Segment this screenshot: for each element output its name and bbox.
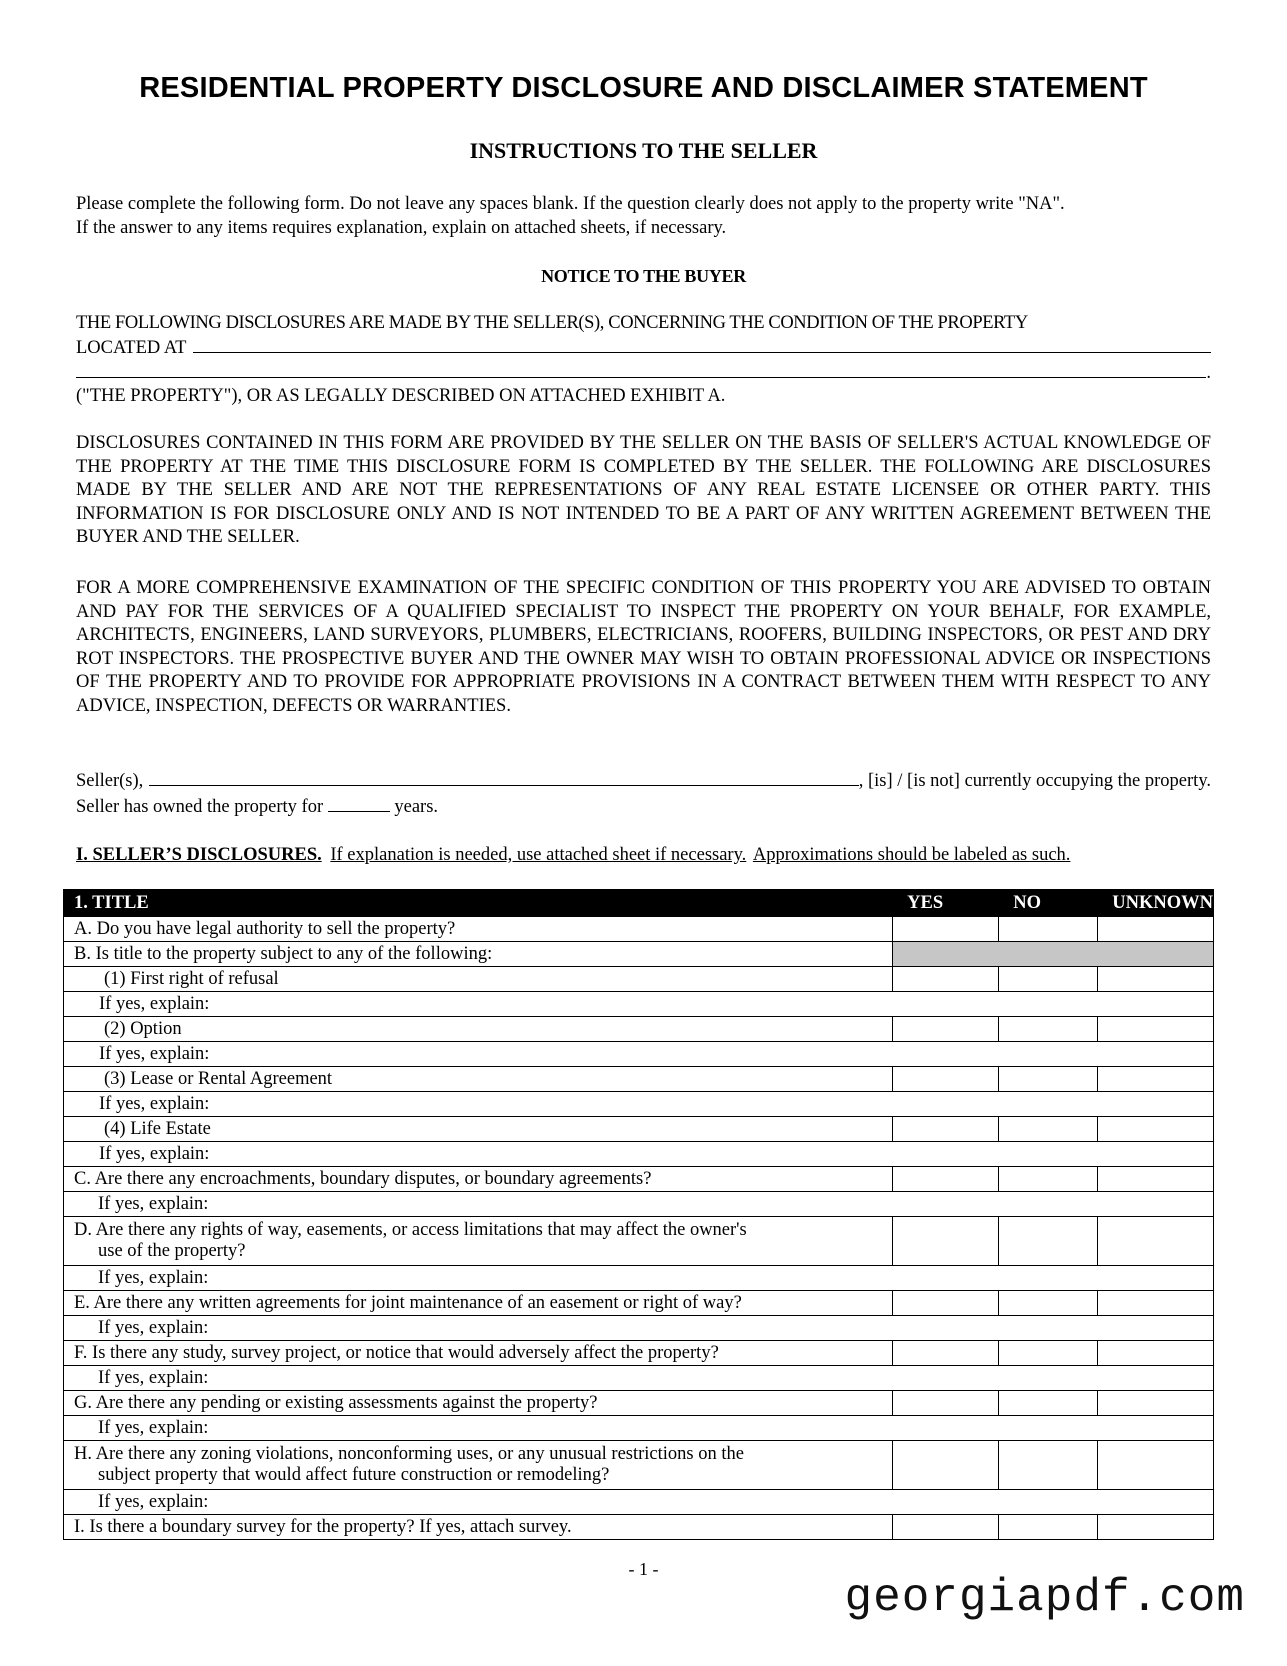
explain-field-g-end[interactable] — [1098, 1416, 1214, 1441]
explain-h: If yes, explain: — [64, 1490, 893, 1515]
explain-b4: If yes, explain: — [64, 1142, 893, 1167]
table-row — [64, 1167, 1214, 1192]
explain-d: If yes, explain: — [64, 1266, 893, 1291]
explain-field-c[interactable] — [893, 1192, 999, 1217]
answer-yes-b2[interactable] — [893, 1017, 999, 1042]
question-d-line-2: use of the property? — [98, 1241, 246, 1261]
answer-yes-b1[interactable] — [893, 967, 999, 992]
question-c: C. Are there any encroachments, boundary disputes, or boundary agreements? — [64, 1167, 893, 1192]
table-row — [64, 1266, 1214, 1291]
explain-field-b4-cont[interactable] — [999, 1142, 1098, 1167]
notice-line-1: THE FOLLOWING DISCLOSURES ARE MADE BY THE SELLER(S), CONCERNING THE CONDITION OF THE PROPERTY — [76, 313, 1028, 333]
question-a: A. Do you have legal authority to sell the property? — [64, 917, 893, 942]
explain-field-d-cont[interactable] — [999, 1266, 1098, 1291]
answer-yes-f[interactable] — [893, 1341, 999, 1366]
answer-no-h[interactable] — [999, 1441, 1098, 1490]
explain-field-d[interactable] — [893, 1266, 999, 1291]
page-number: - 1 - — [628, 1559, 659, 1579]
table-row — [64, 1366, 1214, 1391]
question-h-line-1: H. Are there any zoning violations, nonconforming uses, or any unusual restrictions on the — [74, 1444, 744, 1464]
shaded-cell — [893, 942, 1214, 967]
answer-yes-i[interactable] — [893, 1515, 999, 1540]
document-title: RESIDENTIAL PROPERTY DISCLOSURE AND DISCLAIMER STATEMENT — [139, 72, 1148, 104]
table-row — [64, 942, 1214, 967]
answer-unknown-c[interactable] — [1098, 1167, 1214, 1192]
table-row — [64, 1490, 1214, 1515]
explain-field-c-end[interactable] — [1098, 1192, 1214, 1217]
instructions-text — [76, 193, 1211, 240]
question-b4: (4) Life Estate — [64, 1117, 893, 1142]
explain-field-b1-end[interactable] — [1098, 992, 1214, 1017]
header-no: NO — [999, 890, 1098, 917]
table-row — [64, 1416, 1214, 1441]
explain-field-h[interactable] — [893, 1490, 999, 1515]
explain-field-g[interactable] — [893, 1416, 999, 1441]
header-title: 1. TITLE — [64, 890, 893, 917]
seller-info — [76, 768, 1211, 819]
watermark: georgiapdf.com — [844, 1572, 1245, 1624]
explain-field-g-cont[interactable] — [999, 1416, 1098, 1441]
notice-line-3: ("THE PROPERTY"), OR AS LEGALLY DESCRIBED ON ATTACHED EXHIBIT A. — [76, 386, 726, 406]
answer-no-e[interactable] — [999, 1291, 1098, 1316]
years-owned-field[interactable] — [328, 794, 390, 812]
explain-field-d-end[interactable] — [1098, 1266, 1214, 1291]
explain-b2: If yes, explain: — [64, 1042, 893, 1067]
explain-field-b4[interactable] — [893, 1142, 999, 1167]
question-b1: (1) First right of refusal — [64, 967, 893, 992]
explain-field-b1[interactable] — [893, 992, 999, 1017]
answer-yes-a[interactable] — [893, 917, 999, 942]
seller-label: Seller(s), — [76, 771, 144, 791]
explain-field-e[interactable] — [893, 1316, 999, 1341]
answer-no-g[interactable] — [999, 1391, 1098, 1416]
table-row — [64, 992, 1214, 1017]
instructions-line-2: If the answer to any items requires explanation, explain on attached sheets, if necessary. — [76, 217, 727, 238]
property-address-field[interactable] — [193, 335, 1212, 353]
owned-prefix: Seller has owned the property for — [76, 796, 324, 817]
table-row — [64, 1316, 1214, 1341]
explain-field-b3-end[interactable] — [1098, 1092, 1214, 1117]
occupying-text: , [is] / [is not] currently occupying the property. — [858, 771, 1211, 791]
seller-name-field[interactable] — [149, 768, 858, 786]
header-yes: YES — [893, 890, 999, 917]
table-row — [64, 1391, 1214, 1416]
section-title: I. SELLER’S DISCLOSURES. — [76, 845, 322, 865]
instructions-heading: INSTRUCTIONS TO THE SELLER — [469, 138, 818, 163]
question-g: G. Are there any pending or existing assessments against the property? — [64, 1391, 893, 1416]
explain-field-f[interactable] — [893, 1366, 999, 1391]
title-disclosure-table — [63, 889, 1214, 1540]
question-d — [64, 1217, 893, 1266]
basis-paragraph: DISCLOSURES CONTAINED IN THIS FORM ARE PROVIDED BY THE SELLER ON THE BASIS OF SELLER'S ACTUAL KNOWLEDGE OF THE PROPERTY AT THE TIME THIS DISCLOSURE FORM IS COMPLETED BY THE SELLER. THE FOLLOWING ARE DISCLOSURES MADE BY THE SELLER AND ARE NOT THE REPRESENTATIONS OF ANY REAL ESTATE LICENSEE OR OTHER PARTY. THIS INFORMATION IS FOR DISCLOSURE ONLY AND IS NOT INTENDED TO BE A PART OF ANY WRITTEN AGREEMENT BETWEEN THE BUYER AND THE SELLER. — [76, 433, 1211, 547]
explain-g: If yes, explain: — [64, 1416, 893, 1441]
property-address-field-line-2[interactable] — [76, 360, 1206, 378]
explain-field-b3[interactable] — [893, 1092, 999, 1117]
owned-suffix: years. — [394, 796, 439, 817]
answer-yes-h[interactable] — [893, 1441, 999, 1490]
notice-intro — [76, 311, 1211, 408]
explain-field-b1-cont[interactable] — [999, 992, 1098, 1017]
explain-field-h-cont[interactable] — [999, 1490, 1098, 1515]
table-row — [64, 917, 1214, 942]
answer-yes-b4[interactable] — [893, 1117, 999, 1142]
section-note-2: Approximations should be labeled as such. — [752, 845, 1071, 865]
table-row — [64, 967, 1214, 992]
table-row — [64, 1441, 1214, 1490]
notice-heading: NOTICE TO THE BUYER — [541, 266, 746, 286]
explain-field-e-end[interactable] — [1098, 1316, 1214, 1341]
sellers-disclosures-heading — [76, 845, 1211, 866]
answer-yes-e[interactable] — [893, 1291, 999, 1316]
address-period: . — [1206, 363, 1211, 383]
answer-no-f[interactable] — [999, 1341, 1098, 1366]
answer-no-i[interactable] — [999, 1515, 1098, 1540]
explain-field-f-end[interactable] — [1098, 1366, 1214, 1391]
question-i: I. Is there a boundary survey for the property? If yes, attach survey. — [64, 1515, 893, 1540]
explain-e: If yes, explain: — [64, 1316, 893, 1341]
table-row — [64, 1092, 1214, 1117]
answer-yes-d[interactable] — [893, 1217, 999, 1266]
explain-field-f-cont[interactable] — [999, 1366, 1098, 1391]
answer-unknown-a[interactable] — [1098, 917, 1214, 942]
answer-no-b1[interactable] — [999, 967, 1098, 992]
examination-paragraph: FOR A MORE COMPREHENSIVE EXAMINATION OF THE SPECIFIC CONDITION OF THIS PROPERTY YOU ARE ADVISED TO OBTAIN AND PAY FOR THE SERVICES OF A QUALIFIED SPECIALIST TO INSPECT THE PROPERTY ON YOUR BEHALF, FOR EXAMPLE, ARCHITECTS, ENGINEERS, LAND SURVEYORS, PLUMBERS, ELECTRICIANS, ROOFERS, BUILDING INSPECTORS, OR PEST AND DRY ROT INSPECTORS. THE PROSPECTIVE BUYER AND THE OWNER MAY WISH TO OBTAIN PROFESSIONAL ADVICE OR INSPECTIONS OF THE PROPERTY AND TO PROVIDE FOR APPROPRIATE PROVISIONS IN A CONTRACT BETWEEN THEM WITH RESPECT TO ANY ADVICE, INSPECTION, DEFECTS OR WARRANTIES. — [76, 578, 1211, 716]
explain-field-e-cont[interactable] — [999, 1316, 1098, 1341]
question-h — [64, 1441, 893, 1490]
question-b2: (2) Option — [64, 1017, 893, 1042]
answer-unknown-b1[interactable] — [1098, 967, 1214, 992]
table-header — [64, 890, 1214, 917]
answer-yes-g[interactable] — [893, 1391, 999, 1416]
explain-field-b3-cont[interactable] — [999, 1092, 1098, 1117]
table-row — [64, 1067, 1214, 1092]
question-b: B. Is title to the property subject to any of the following: — [64, 942, 893, 967]
answer-yes-b3[interactable] — [893, 1067, 999, 1092]
header-unknown: UNKNOWN — [1098, 890, 1214, 917]
answer-unknown-i[interactable] — [1098, 1515, 1214, 1540]
explain-b1: If yes, explain: — [64, 992, 893, 1017]
answer-unknown-d[interactable] — [1098, 1217, 1214, 1266]
section-note-1: If explanation is needed, use attached sheet if necessary. — [330, 845, 747, 865]
explain-field-b4-end[interactable] — [1098, 1142, 1214, 1167]
table-row — [64, 1291, 1214, 1316]
table-row — [64, 1192, 1214, 1217]
table-row — [64, 1117, 1214, 1142]
answer-unknown-h[interactable] — [1098, 1441, 1214, 1490]
answer-unknown-g[interactable] — [1098, 1391, 1214, 1416]
explain-f: If yes, explain: — [64, 1366, 893, 1391]
question-f: F. Is there any study, survey project, or notice that would adversely affect the property? — [64, 1341, 893, 1366]
table-row — [64, 1142, 1214, 1167]
question-e: E. Are there any written agreements for joint maintenance of an easement or right of way? — [64, 1291, 893, 1316]
table-row — [64, 1042, 1214, 1067]
explain-b3: If yes, explain: — [64, 1092, 893, 1117]
explain-field-c-cont[interactable] — [999, 1192, 1098, 1217]
answer-no-a[interactable] — [999, 917, 1098, 942]
answer-yes-c[interactable] — [893, 1167, 999, 1192]
answer-unknown-e[interactable] — [1098, 1291, 1214, 1316]
question-h-line-2: subject property that would affect future construction or remodeling? — [98, 1465, 610, 1485]
answer-unknown-b4[interactable] — [1098, 1117, 1214, 1142]
explain-c: If yes, explain: — [64, 1192, 893, 1217]
answer-no-b4[interactable] — [999, 1117, 1098, 1142]
table-row — [64, 1515, 1214, 1540]
answer-unknown-f[interactable] — [1098, 1341, 1214, 1366]
question-d-line-1: D. Are there any rights of way, easements, or access limitations that may affect the owner's — [74, 1220, 747, 1240]
answer-unknown-b3[interactable] — [1098, 1067, 1214, 1092]
explain-field-h-end[interactable] — [1098, 1490, 1214, 1515]
table-row — [64, 1017, 1214, 1042]
question-b3: (3) Lease or Rental Agreement — [64, 1067, 893, 1092]
table-row — [64, 1341, 1214, 1366]
answer-no-c[interactable] — [999, 1167, 1098, 1192]
answer-no-b3[interactable] — [999, 1067, 1098, 1092]
explain-field-b2-end[interactable] — [1098, 1042, 1214, 1067]
located-at-label: LOCATED AT — [76, 338, 187, 358]
answer-no-d[interactable] — [999, 1217, 1098, 1266]
explain-field-b2-cont[interactable] — [999, 1042, 1098, 1067]
instructions-line-1: Please complete the following form. Do not leave any spaces blank. If the question clearly does not apply to the property write "NA". — [76, 194, 1065, 214]
explain-field-b2[interactable] — [893, 1042, 999, 1067]
answer-unknown-b2[interactable] — [1098, 1017, 1214, 1042]
answer-no-b2[interactable] — [999, 1017, 1098, 1042]
table-row — [64, 1217, 1214, 1266]
